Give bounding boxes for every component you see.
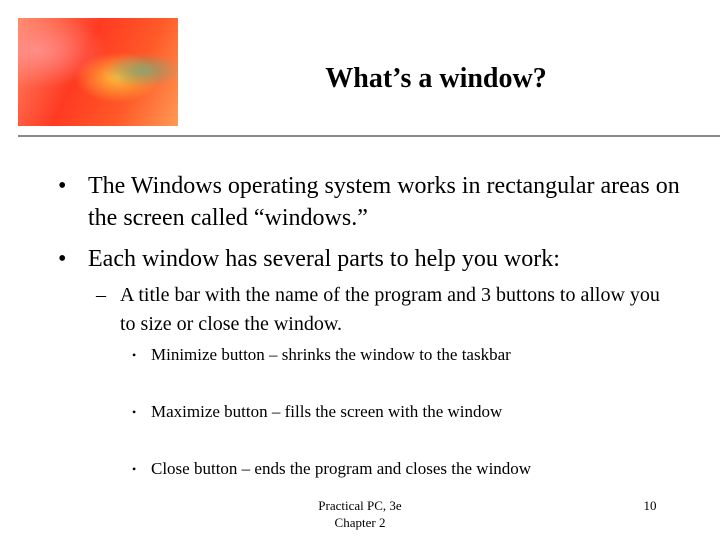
title-divider — [18, 135, 720, 137]
bullet-text: The Windows operating system works in rectangular areas on the screen called “windows.” — [88, 173, 680, 231]
sub-sub-bullet-text: Close button – ends the program and closes the window — [151, 459, 532, 478]
bullet-marker: • — [58, 246, 67, 272]
footer-book-title: Practical PC, 3e — [318, 498, 402, 513]
sub-sub-bullet-text: Maximize button – fills the screen with the window — [151, 402, 503, 421]
sub-sub-bullet-text: Minimize button – shrinks the window to the taskbar — [151, 345, 511, 364]
bullet-text: Each window has several parts to help you work: — [88, 246, 560, 272]
sub-bullet-text: A title bar with the name of the program and 3 buttons to allow you to size or close the window. — [120, 284, 660, 335]
slide-footer — [290, 497, 430, 531]
footer-chapter: Chapter 2 — [334, 515, 386, 530]
decorative-logo-image — [18, 18, 178, 126]
slide-title: What’s a window? — [325, 63, 547, 94]
sub-sub-bullet-marker: • — [132, 405, 137, 419]
sub-sub-bullet-marker: • — [132, 348, 137, 362]
sub-bullet-marker: – — [96, 284, 106, 306]
bullet-marker: • — [58, 173, 67, 199]
page-number: 10 — [643, 498, 657, 513]
sub-sub-bullet-marker: • — [132, 462, 137, 476]
